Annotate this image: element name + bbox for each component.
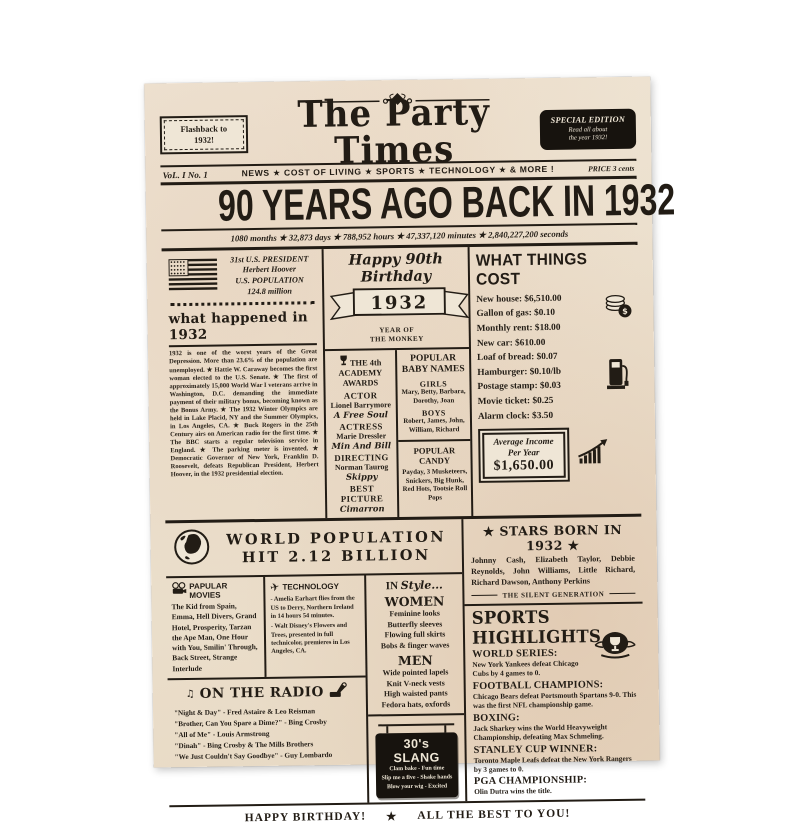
cost-item: Monthly rent: $18.00 <box>476 322 561 334</box>
actor-name: Lionel Barrymore <box>330 400 391 411</box>
actress-label: ACTRESS <box>339 421 383 433</box>
cost-item: Hamburger: $0.10/lb <box>477 366 562 378</box>
women-item: Bobs & finger waves <box>380 640 450 651</box>
slang-line: Slip me a five - Shake hands <box>381 774 453 782</box>
sports-text: Jack Sharkey wins the World Heavyweight Championship, defeating Max Schmeling. <box>473 721 608 743</box>
sports-text: New York Yankees defeat Chicago Cubs by 4 games to 0. <box>472 658 579 679</box>
time-stats: 1080 months ★ 32,873 days ★ 788,952 hours ★ 47,337,120 minutes ★ 2,840,227,200 seconds <box>161 222 637 251</box>
movie-camera-icon <box>171 582 186 600</box>
sports-heading: BOXING: <box>473 711 520 724</box>
what-happened-body: 1932 is one of the worst years of the Great Depression. More than 23.6% of the population are unemployed. ★ Hattie W. Caraway becomes the first woman elected to the U.S. Senate. ★ The first of approximately 15,000 World War I veterans arrive in Washington, D.C. demanding the immediate payment of their military bonus, becoming known as the Bonus Army. ★ The 1932 Winter Olympics are held in Lake Placid, NY and the Summer Olympics, in Los Angeles, CA. ★ Buck Rogers in the 25th Century airs on American radio for the first time. ★ The BBC starts a regular television service in England. ★ The parking meter is invented. ★ Democratic Governor of New York, Franklin D. Roosevelt, defeats Republican President, Herbert Hoover, in the 1932 presidential election. <box>168 348 319 479</box>
cost-item: Gallon of gas: $0.10 <box>476 308 556 320</box>
popular-movies-box <box>166 577 266 678</box>
men-item: High waisted pants <box>383 688 448 699</box>
cost-item: Movie ticket: $0.25 <box>477 395 554 407</box>
footer-star-icon: ★ <box>385 811 398 824</box>
women-item: Feminine looks <box>389 608 440 619</box>
year-of-line2: THE MONKEY <box>369 334 424 344</box>
actress-name: Marie Dressler <box>336 431 387 442</box>
volume-label: VoL. I No. 1 <box>162 169 208 180</box>
baby-names-title2: BABY NAMES <box>401 364 465 376</box>
cost-item: Alarm clock: $3.50 <box>477 410 554 422</box>
svg-text:$: $ <box>622 306 628 316</box>
boys-label: BOYS <box>421 408 446 419</box>
sports-heading: STANLEY CUP WINNER: <box>473 742 598 756</box>
president-name: Herbert Hoover <box>242 264 297 275</box>
girls-label: GIRLS <box>419 379 448 389</box>
column-what-happened <box>162 249 326 521</box>
sports-heading: FOOTBALL CHAMPIONS: <box>472 678 604 692</box>
actor-film: A Free Soul <box>333 409 389 421</box>
awards-title-top: THE 4th ACADEMY <box>338 358 383 378</box>
sports-heading: WORLD SERIES: <box>472 647 558 660</box>
on-the-radio-box <box>168 677 368 805</box>
cost-item: Postage stamp: $0.03 <box>477 381 561 393</box>
technology-item: - Amelia Earhart flies from the US to Derry, Northern Ireland in 14 hours 54 minutes. <box>270 594 355 620</box>
income-line1: Average Income <box>493 436 554 447</box>
coins-icon <box>604 293 632 325</box>
population-value: 124.8 million <box>247 286 293 296</box>
world-population-banner <box>165 519 462 578</box>
flashback-line2: 1932! <box>194 134 215 145</box>
men-item: Knit V-neck vests <box>386 678 445 689</box>
radio-song: "Night & Day" - Fred Astaire & Leo Reisman <box>173 706 316 717</box>
academy-awards-box <box>325 350 399 518</box>
technology-title: TECHNOLOGY <box>282 582 340 592</box>
awards-title-bottom: AWARDS <box>342 378 379 388</box>
footer-left: HAPPY BIRTHDAY! <box>244 810 367 825</box>
top-grid <box>162 244 642 520</box>
movies-title: PAPULAR MOVIES <box>189 581 228 601</box>
stars-names: Johnny Cash, Elizabeth Taylor, Debbie Reynolds, John Williams, Little Richard, Richard Dawson, Anthony Perkins <box>470 553 636 587</box>
mid-section <box>165 514 645 805</box>
baby-names-title1: POPULAR <box>410 353 457 364</box>
radio-title: ON THE RADIO <box>199 684 324 703</box>
style-title-part1: IN <box>385 580 399 593</box>
flashback-badge <box>160 115 249 153</box>
men-item: Fedora hats, oxfords <box>381 699 451 710</box>
in-style-box <box>366 574 464 716</box>
actor-label: ACTOR <box>343 390 378 402</box>
cost-item: Loaf of bread: $0.07 <box>477 351 558 364</box>
plane-icon: ✈ <box>268 580 281 595</box>
column-birthday-awards <box>322 247 474 518</box>
music-notes-icon: ♫ <box>185 688 195 700</box>
population-title-line2: HIT 2.12 BILLION <box>241 546 431 566</box>
special-edition-badge <box>540 109 637 150</box>
slang-line: Clam bake - Fun time <box>389 765 445 773</box>
sports-text: Chicago Bears defeat Portsmouth Spartans 9-0. This was the first NFL championship game. <box>472 689 637 711</box>
radio-song: "All of Me" - Louis Armstrong <box>174 729 270 740</box>
silent-generation-label: THE SILENT GENERATION <box>502 589 605 600</box>
cost-title: WHAT THINGS COST <box>475 250 588 289</box>
radio-song: "Dinah" - Bing Crosby & The Mills Brothers <box>174 740 314 751</box>
candy-title: POPULAR CANDY <box>413 445 456 467</box>
special-edition-line3: the year 1932! <box>568 134 608 143</box>
special-edition-line2: Read all about <box>568 125 608 134</box>
sports-heading: PGA CHAMPIONSHIP: <box>473 774 588 788</box>
globe-icon <box>172 528 211 572</box>
year-value: 1932 <box>370 292 429 314</box>
popular-candy-box <box>398 441 471 517</box>
cost-list <box>476 291 634 425</box>
price-label: PRICE 3 cents <box>587 163 635 174</box>
cost-item: New car: $610.00 <box>476 337 546 349</box>
men-item: Wide pointed lapels <box>382 667 449 678</box>
slang-line: Blow your wig - Excited <box>386 783 448 791</box>
boys-names: Robert, James, John, William, Richard <box>403 417 465 435</box>
party-times-poster <box>144 77 676 825</box>
slang-area <box>368 716 465 803</box>
sports-highlights-box <box>465 603 646 801</box>
style-title-part2: Style... <box>400 578 443 593</box>
president-label: 31st U.S. PRESIDENT <box>230 254 309 265</box>
trophy-icon <box>339 359 350 368</box>
what-happened-title: what happened in 1932 <box>168 310 316 348</box>
technology-box <box>265 576 365 677</box>
slang-sign <box>375 733 458 799</box>
radio-song: "We Just Couldn't Say Goodbye" - Guy Lombardo <box>174 751 333 762</box>
population-label: U.S. POPULATION <box>235 275 304 286</box>
gramophone-icon <box>329 682 348 703</box>
sports-text: Olin Dutra wins the title. <box>474 786 552 797</box>
happy-birthday-script: Happy 90th Birthday <box>348 250 443 286</box>
main-headline-wrap <box>161 175 676 231</box>
dotted-divider <box>170 302 314 307</box>
year-of-line1: YEAR OF <box>379 325 415 335</box>
stars-born-box <box>463 517 642 606</box>
movies-list: The Kid from Spain, Emma, Hell Divers, Grand Hotel, Prosperity, Tarzan the Ape Man, One Hour with You, Smilin' Through, Back Street, Strange Interlude <box>171 601 258 673</box>
footer-right: ALL THE BEST TO YOU! <box>417 807 571 822</box>
income-line2: Per Year <box>507 447 540 458</box>
year-ribbon <box>328 284 465 327</box>
women-item: Butterfly sleeves <box>387 619 443 629</box>
gas-pump-icon <box>606 357 631 397</box>
birthday-block <box>324 247 469 351</box>
sports-title: SPORTS HIGHLIGHTS <box>471 606 602 648</box>
stars-title: ★ STARS BORN IN 1932 ★ <box>482 522 623 554</box>
flashback-line1: Flashback to <box>180 123 228 135</box>
income-value: $1,650.00 <box>493 457 555 474</box>
directing-name: Norman Taurog <box>334 462 389 473</box>
average-income-box <box>478 428 569 483</box>
growth-chart-icon <box>576 439 608 470</box>
actress-film: Min And Bill <box>331 440 392 452</box>
radio-song: "Brother, Can You Spare a Dime?" - Bing Crosby <box>174 717 327 729</box>
us-flag-icon <box>168 259 218 296</box>
girls-names: Mary, Betty, Barbara, Dorothy, Joan <box>401 387 466 405</box>
best-picture-label: BEST PICTURE <box>340 483 384 505</box>
section-nav: NEWS ★ COST OF LIVING ★ SPORTS ★ TECHNOLOGY ★ & MORE ! <box>241 163 555 179</box>
main-headline: 90 YEARS AGO BACK IN 1932 <box>217 175 676 231</box>
candy-list: Payday, 3 Musketeers, Snickers, Big Hunk, Red Hots, Tootsie Roll Pops <box>402 467 468 502</box>
special-edition-line1: SPECIAL EDITION <box>550 114 626 125</box>
women-label: WOMEN <box>384 593 445 610</box>
technology-item: - Walt Disney's Flowers and Trees, presented in full technicolor, premieres in Los Angeles, CA. <box>270 621 350 656</box>
sports-text: Toronto Maple Leafs defeat the New York Rangers by 3 games to 0. <box>473 753 632 775</box>
best-picture-film: Cimarron <box>339 503 385 515</box>
paper-title: The Party Times <box>297 90 491 173</box>
column-costs <box>470 244 642 516</box>
directing-label: DIRECTING <box>334 452 389 464</box>
slang-title: 30's SLANG <box>393 736 440 766</box>
cost-item: New house: $6,510.00 <box>476 293 562 305</box>
women-item: Flowing full skirts <box>384 629 446 640</box>
population-title-line1: WORLD POPULATION <box>226 528 447 549</box>
men-label: MEN <box>397 652 433 669</box>
baby-names-box <box>397 349 470 442</box>
directing-film: Skippy <box>345 471 378 483</box>
